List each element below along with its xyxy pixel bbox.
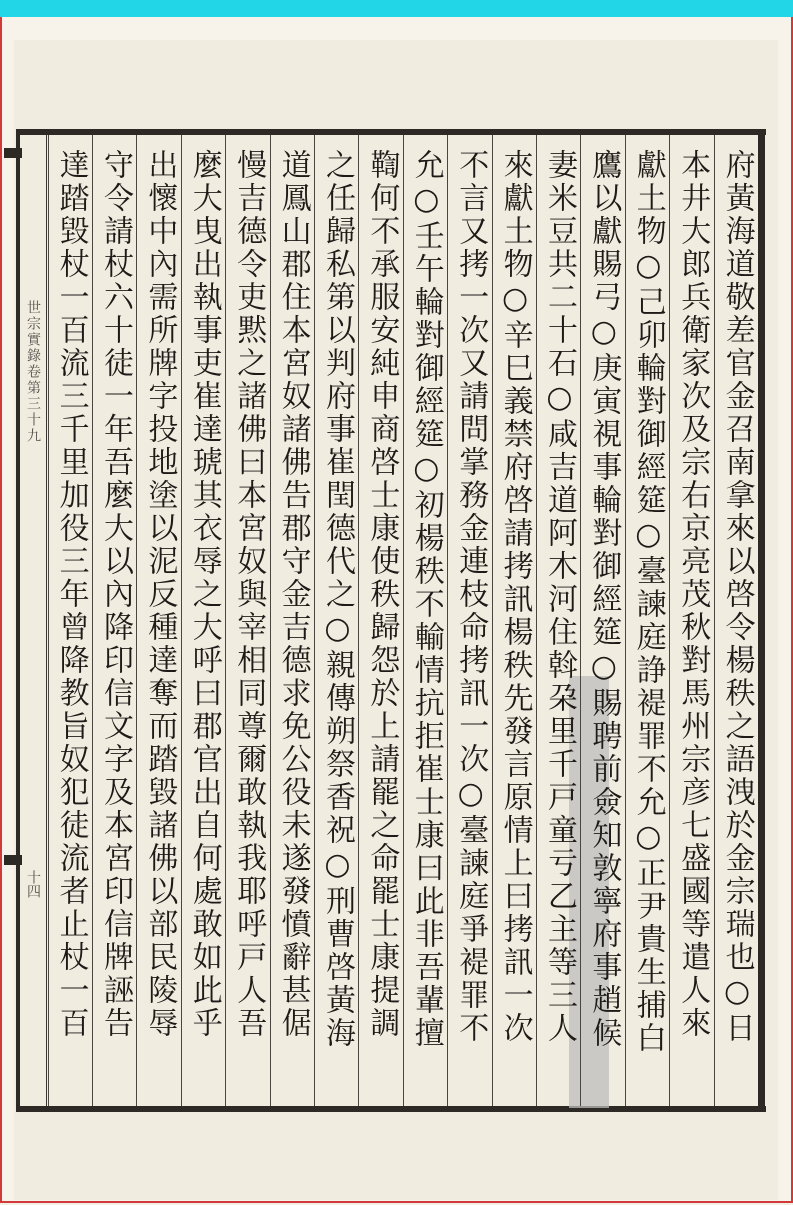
vertical-text-block xyxy=(48,135,758,1106)
page-border-right xyxy=(758,129,765,1112)
column-text: 不言又拷一次又請問掌務金連枝命拷訊一次○臺諫庭爭褆罪不 xyxy=(453,149,489,1045)
text-column xyxy=(270,135,314,1106)
text-column xyxy=(580,135,624,1106)
text-column xyxy=(92,135,136,1106)
text-column xyxy=(492,135,536,1106)
text-column xyxy=(447,135,491,1106)
page-border-bottom xyxy=(18,1106,766,1112)
text-column xyxy=(225,135,269,1106)
text-column xyxy=(358,135,402,1106)
column-text: 守令請杖六十徒一年吾麼大以內降印信文字及本宮印信牌誣告 xyxy=(98,149,133,1040)
column-text: 之任歸私第以判府事崔閏德代之○親傳朔祭香祝○刑曹啓黃海 xyxy=(320,149,355,1050)
column-text: 出懷中內需所牌字投地塗以泥反種達奪而踏毀諸佛以部民陵辱 xyxy=(142,149,178,1040)
fishtail-mark-top xyxy=(4,148,22,158)
margin-page-number: 十四 xyxy=(25,870,41,898)
margin-book-title: 世宗實錄卷第三十九 xyxy=(25,300,41,444)
text-column xyxy=(314,135,358,1106)
text-column xyxy=(625,135,669,1106)
column-text: 本井大郎兵衛家次及宗右京亮茂秋對馬州宗彦七盛國等遣人來 xyxy=(675,149,711,1040)
column-text: 道鳳山郡住本宮奴諸佛告郡守金吉德求免公役未遂發憤辭甚倨 xyxy=(275,149,311,1040)
column-text: 獻土物○己卯輪對御經筵○臺諫庭諍褆罪不允○正尹貴生捕白 xyxy=(630,149,666,1055)
text-column xyxy=(714,135,758,1106)
top-accent-bar xyxy=(0,0,793,17)
column-text: 達踏毀杖一百流三千里加役三年曾降教旨奴犯徒流者止杖一百 xyxy=(53,149,89,1040)
column-text: 來獻土物○辛巳義禁府啓請拷訊楊秩先發言原情上曰拷訊一次 xyxy=(497,149,533,1045)
text-column xyxy=(403,135,447,1106)
text-column xyxy=(136,135,180,1106)
column-text: 妻米豆共二十石○咸吉道阿木河住斡朶里千戸童亏乙主等三人 xyxy=(542,149,577,1045)
fishtail-mark-bottom xyxy=(4,855,22,865)
faded-stamp-mark xyxy=(105,90,165,120)
text-column xyxy=(536,135,580,1106)
column-text: 麼大曳出執事吏崔達琥其衣辱之大呼曰郡官出自何處敢如此乎 xyxy=(186,149,222,1040)
column-text: 允○壬午輪對御經筵○初楊秩不輸情抗拒崔士康曰此非吾輩擅 xyxy=(408,149,444,1050)
center-margin-column xyxy=(20,135,47,1106)
text-column xyxy=(669,135,713,1106)
text-column xyxy=(181,135,225,1106)
column-text: 鞫何不承服安純申商啓士康使秩歸怨於上請罷之命罷士康提調 xyxy=(364,149,400,1040)
column-text: 鷹以獻賜弓○庚寅視事輪對御經筵○賜聘前僉知敦寧府事趙候 xyxy=(586,149,622,1050)
text-column xyxy=(48,135,92,1106)
column-text: 慢吉德令吏黙之諸佛曰本宮奴與宰相同尊爾敢執我耶呼戸人吾 xyxy=(231,149,267,1040)
column-text: 府黃海道敬差官金召南拿來以啓令楊秩之語洩於金宗瑞也○日 xyxy=(719,149,755,1045)
